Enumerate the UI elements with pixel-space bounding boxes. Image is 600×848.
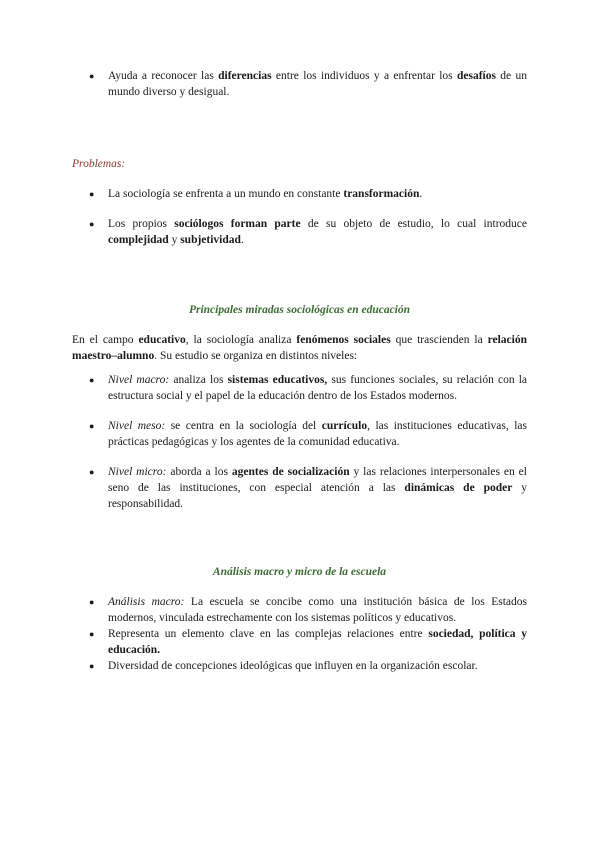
bold-text: educativo [138,334,186,346]
italic-text: Nivel meso: [108,420,166,432]
list-item [72,68,527,100]
intro-miradas-paragraph [72,332,527,364]
text-run: entre los individuos y a enfrentar los [271,70,457,82]
text-run: La sociología se enfrenta a un mundo en constante [108,188,344,200]
niveles-bullet-list [72,372,527,512]
problemas-label: Problemas: [72,158,126,170]
top-bullet-list [72,68,527,100]
heading-principales-miradas: Principales miradas sociológicas en educación [188,304,411,316]
list-item [72,626,527,658]
text-run: analiza los [169,374,228,386]
list-item [72,186,527,202]
bold-text: sociólogos forman parte [174,218,301,230]
analisis-bullet-list [72,594,527,674]
text-run: aborda a los [166,466,232,478]
text-run: que trascienden la [390,334,488,346]
text-run: y [168,234,181,246]
bold-text: transformación [343,188,420,200]
bold-text: sociedad, política y educación. [108,628,527,656]
bullet-icon: ● [89,467,95,477]
text-run: y responsabilidad. [108,482,528,510]
text-run: Los propios [108,218,175,230]
text-run: de un mundo diverso y desigual. [108,70,527,98]
text-run: , la sociología analiza [185,334,297,346]
document-page [72,68,527,674]
text-run: . Su estudio se organiza en distintos niveles: [154,350,358,362]
list-item [72,658,527,674]
list-item [72,418,527,450]
bold-text: diferencias [218,70,272,82]
list-item [72,216,527,248]
bold-text: subjetividad [180,234,241,246]
problemas-bullet-list [72,186,527,248]
bullet-icon: ● [89,375,95,385]
bullet-icon: ● [89,597,95,607]
italic-text: Nivel micro: [108,466,167,478]
text-run: y las relaciones interpersonales en el seno de las instituciones, con especial atención a las [108,466,527,494]
heading-analisis-escuela: Análisis macro y micro de la escuela [212,566,387,578]
list-item [72,464,527,512]
bold-text: fenómenos sociales [296,334,391,346]
bullet-icon: ● [89,421,95,431]
text-run: se centra en la sociología del [165,420,322,432]
text-run: de su objeto de estudio, lo cual introduce [300,218,527,230]
list-item [72,372,527,404]
text-run: Representa un elemento clave en las complejas relaciones entre [108,628,429,640]
bold-text: agentes de socialización [231,466,350,478]
text-run: , las instituciones educativas, las prácticas pedagógicas y los agentes de la comunidad educativa. [108,420,528,448]
bold-text: dinámicas de poder [404,482,513,494]
text-run: En el campo [72,334,139,346]
bullet-icon: ● [89,189,95,199]
bold-text: currículo [321,420,368,432]
text-run: . [419,188,423,200]
bold-text: desafíos [456,70,496,82]
bullet-icon: ● [89,219,95,229]
bullet-icon: ● [89,629,95,639]
text-run: La escuela se concibe como una institución básica de los Estados modernos, vinculada estrechamente con los sistemas políticos y educativos. [108,596,528,624]
text-run: Ayuda a reconocer las [108,70,219,82]
text-run: . [240,234,244,246]
italic-text: Nivel macro: [108,374,170,386]
bullet-icon: ● [89,71,95,81]
list-item [72,594,527,626]
bold-text: complejidad [108,234,169,246]
text-run: Diversidad de concepciones ideológicas que influyen en la organización escolar. [108,660,478,672]
bold-text: relación maestro–alumno [72,334,527,362]
bold-text: sistemas educativos, [227,374,328,386]
italic-text: Análisis macro: [108,596,185,608]
bullet-icon: ● [89,661,95,671]
text-run: sus funciones sociales, su relación con la estructura social y el papel de la educación dentro de los Estados modernos. [108,374,528,402]
